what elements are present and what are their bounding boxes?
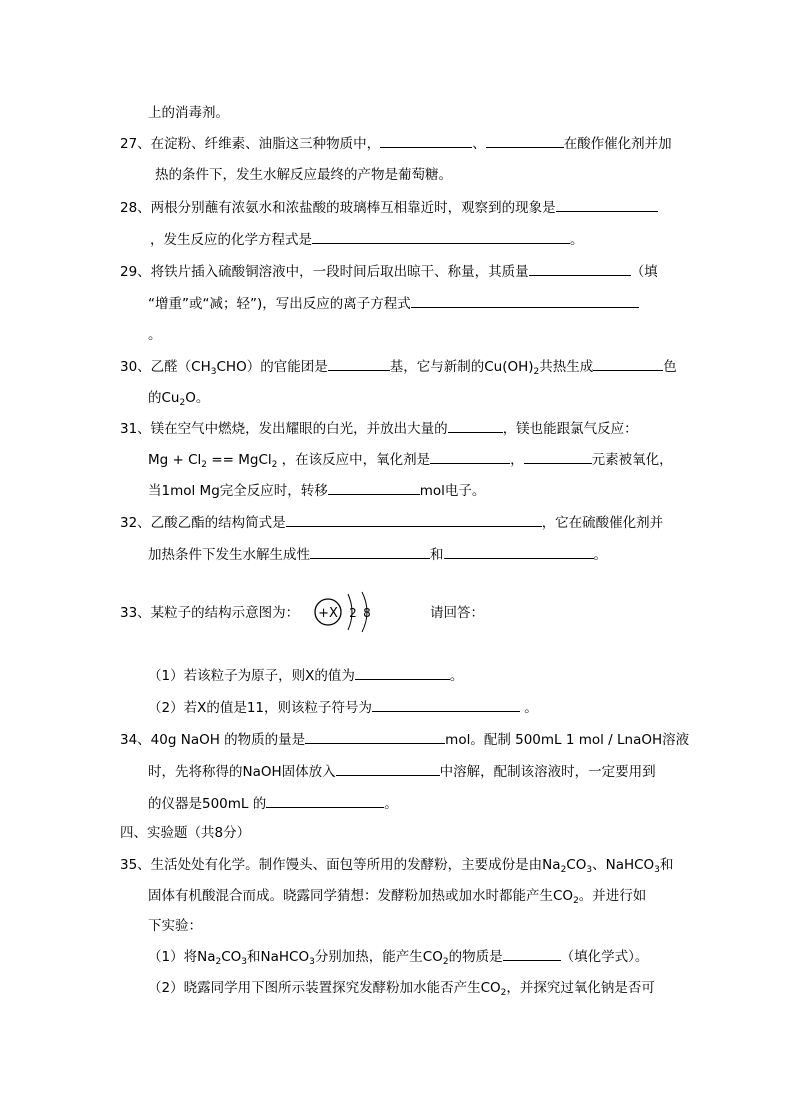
section-heading: 四、实验题（共8分）: [120, 825, 251, 841]
text-line: 时，先将称得的NaOH固体放入 中溶解，配制该溶液时，一定要用到: [148, 761, 656, 781]
answer-blank[interactable]: [411, 293, 639, 308]
answer-blank[interactable]: [448, 418, 503, 433]
answer-blank[interactable]: [305, 729, 445, 744]
answer-blank[interactable]: [372, 697, 520, 712]
text-line: （1）将$Na_2CO_3$和NaHCO$_3$分别加热，能产生$CO_2$的物质是 （填化学式）。: [148, 946, 648, 966]
text-line: 的仪器是500mL 的 。: [148, 793, 398, 813]
atom-structure-svg: [310, 588, 380, 634]
answer-blank[interactable]: [266, 793, 384, 808]
text-line: （1）若该粒子为原子，则X的值为 。: [148, 665, 463, 685]
answer-blank[interactable]: [556, 197, 658, 212]
answer-blank[interactable]: [286, 512, 542, 527]
question-30: 30、乙醛$(CH_3CHO)$的官能团是 基，它与新制的$Cu(OH)_2$共热生成 色: [120, 356, 677, 376]
answer-blank[interactable]: [328, 480, 420, 495]
shell-1-count: 2: [349, 606, 357, 620]
text-line: 请回答：: [430, 605, 484, 621]
shell-2-count: 8: [363, 606, 371, 620]
answer-blank[interactable]: [503, 946, 561, 961]
question-31: 31、镁在空气中燃烧，发出耀眼的白光，并放出大量的 ，镁也能跟氯气反应：: [120, 418, 638, 438]
question-29: 29、将铁片插入硫酸铜溶液中，一段时间后取出晾干、称量，其质量 （填: [120, 261, 658, 281]
question-34: 34、40g NaOH 的物质的量是 mol。配制 500mL 1 mol / LnaOH溶液: [120, 729, 689, 749]
text-line: （2）若X的值是11，则该粒子符号为 。: [148, 697, 538, 717]
answer-blank[interactable]: [593, 356, 663, 371]
text-line: ，发生反应的化学方程式是 。: [150, 229, 584, 249]
answer-blank[interactable]: [380, 133, 472, 148]
atom-structure-diagram: [310, 588, 380, 634]
question-28: 28、两根分别蘸有浓氨水和浓盐酸的玻璃棒互相靠近时，观察到的现象是: [120, 197, 658, 217]
answer-blank[interactable]: [336, 761, 440, 776]
text-line: 当1mol Mg完全反应时，转移 mol电子。: [148, 480, 485, 500]
text-line: 上的消毒剂。: [148, 105, 229, 121]
nucleus-label: +X: [318, 606, 338, 621]
answer-blank[interactable]: [310, 544, 430, 559]
text-line: 的$Cu_2O$。: [148, 390, 210, 408]
text-line: 加热条件下发生水解生成性 和 。: [148, 544, 607, 564]
question-35: 35、生活处处有化学。制作馒头、面包等所用的发酵粉，主要成份是由$Na_2CO_3$、NaHCO$_3$和: [120, 857, 674, 875]
question-33: 33、某粒子的结构示意图为：: [120, 605, 300, 621]
answer-blank[interactable]: [355, 665, 450, 680]
answer-blank[interactable]: [430, 449, 510, 464]
answer-blank[interactable]: [486, 133, 564, 148]
answer-blank[interactable]: [328, 356, 390, 371]
answer-blank[interactable]: [524, 449, 592, 464]
question-27: 27、在淀粉、纤维素、油脂这三种物质中， 、 在酸作催化剂并加: [120, 133, 672, 153]
text-line: 固体有机酸混合而成。晓露同学猜想：发酵粉加热或加水时都能产生$CO_2$。并进行如: [148, 888, 647, 906]
answer-blank[interactable]: [312, 229, 570, 244]
text-line: “增重”或“减；轻”)，写出反应的离子方程式: [148, 293, 639, 313]
answer-blank[interactable]: [529, 261, 631, 276]
text-line: 。: [148, 327, 162, 343]
question-32: 32、乙酸乙酯的结构简式是 ，它在硫酸催化剂并: [120, 512, 663, 532]
answer-blank[interactable]: [444, 544, 594, 559]
text-line: 热的条件下，发生水解反应最终的产物是葡萄糖。: [155, 167, 452, 183]
text-line: （2）晓露同学用下图所示装置探究发酵粉加水能否产生$CO_2$，并探究过氧化钠是否可: [148, 980, 655, 998]
text-line: 下实验：: [148, 918, 202, 934]
text-line: $Mg + Cl_2$ == MgCl$_2$ ，在该反应中，氧化剂是 ， 元素被氧化，: [148, 449, 673, 469]
